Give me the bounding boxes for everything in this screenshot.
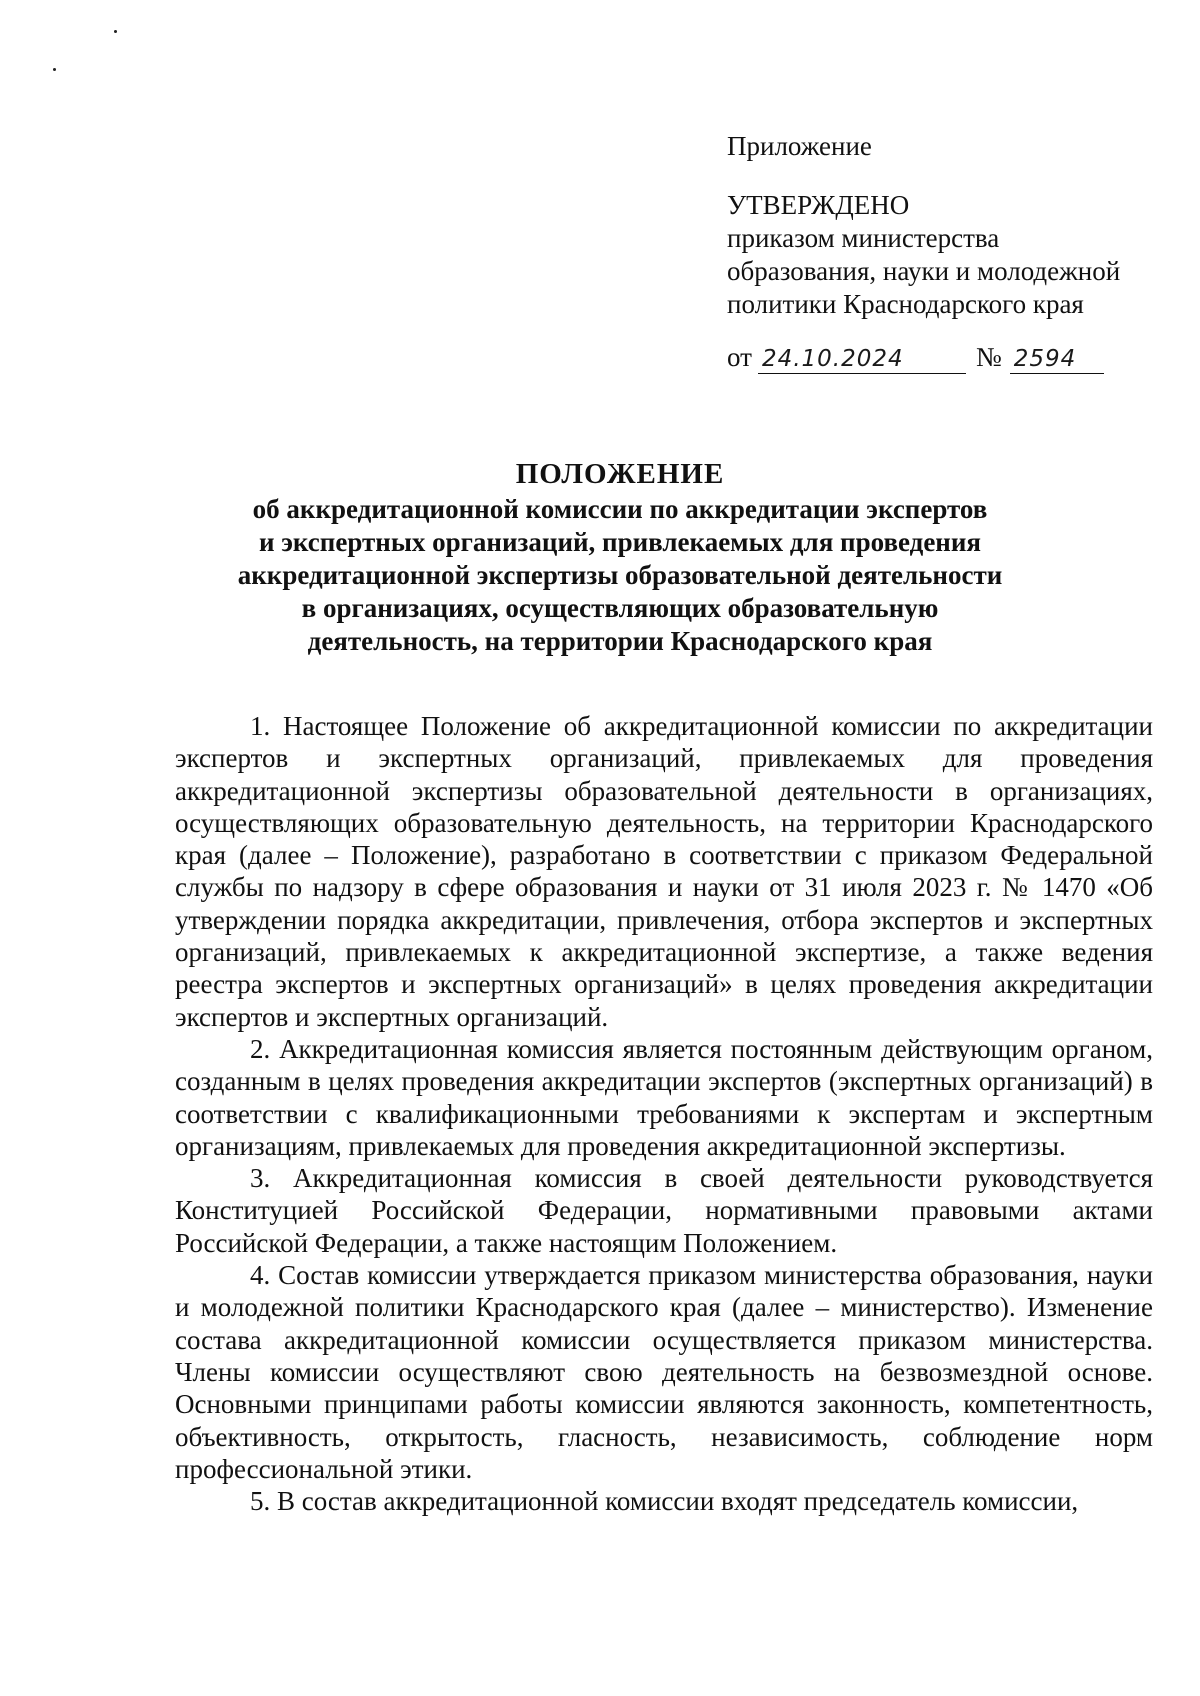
document-subtitle-line: об аккредитационной комиссии по аккредитации экспертов (252, 494, 988, 524)
handwritten-order-number: 2594 (1010, 345, 1104, 374)
handwritten-date: 24.10.2024 (758, 345, 966, 374)
body-paragraph: 4. Состав комиссии утверждается приказом министерства образования, науки и молодежной политики Краснодарского края (далее – министерство). Изменение состава аккредитационной комиссии осуществляется приказом министерства. Члены комиссии осуществляют свою деятельность на безвозмездной основе. Основными принципами работы комиссии являются законность, компетентность, объективность, открытость, гласность, независимость, соблюдение норм профессиональной этики. (175, 1260, 1153, 1484)
body-paragraph: 2. Аккредитационная комиссия является постоянным действующим органом, созданным в целях проведения аккредитации экспертов (экспертных организаций) в соответствии с квалификационными требованиями к экспертам и экспертным организациям, привлекаемых для проведения аккредитационной экспертизы. (175, 1033, 1153, 1161)
appendix-label: Приложение (727, 131, 872, 161)
body-paragraph: 1. Настоящее Положение об аккредитационной комиссии по аккредитации экспертов и экспертных организаций, привлекаемых для проведения аккредитационной экспертизы образовательной деятельности в организациях, осуществляющих образовательную деятельность, на территории Краснодарского края (далее – Положение), разработано в соответствии с приказом Федеральной службы по надзору в сфере образования и науки от 31 июля 2023 г. № 1470 «Об утверждении порядка аккредитации, привлечения, отбора экспертов и экспертных организаций, привлекаемых к аккредитационной экспертизе, а также ведения реестра экспертов и экспертных организаций» в целях проведения аккредитации экспертов и экспертных организаций. (175, 711, 1153, 1032)
document-subtitle-line: аккредитационной экспертизы образовательной деятельности (237, 560, 1003, 590)
scan-speck (53, 68, 56, 71)
approval-line: приказом министерства (727, 223, 1000, 253)
order-date-number-line (727, 341, 1167, 374)
body-paragraph: 5. В состав аккредитационной комиссии входят председатель комиссии, (250, 1486, 1079, 1517)
approval-line: образования, науки и молодежной (727, 256, 1121, 286)
approval-block (727, 130, 1167, 374)
approval-line: политики Краснодарского края (727, 289, 1084, 319)
number-sign: № (975, 342, 1002, 372)
document-heading (170, 458, 1070, 658)
date-prefix: от (727, 342, 752, 372)
body-paragraph: 3. Аккредитационная комиссия в своей деятельности руководствуется Конституцией Российской Федерации, нормативными правовыми актами Российской Федерации, а также настоящим Положением. (175, 1163, 1153, 1258)
document-subtitle-line: в организациях, осуществляющих образовательную (301, 593, 939, 623)
approved-stamp-label: УТВЕРЖДЕНО (727, 190, 910, 220)
document-subtitle-line: деятельность, на территории Краснодарского края (307, 626, 933, 656)
document-body (175, 710, 1153, 1517)
document-title: ПОЛОЖЕНИЕ (515, 458, 725, 490)
scan-speck (114, 30, 117, 33)
document-subtitle-line: и экспертных организаций, привлекаемых для проведения (258, 527, 982, 557)
